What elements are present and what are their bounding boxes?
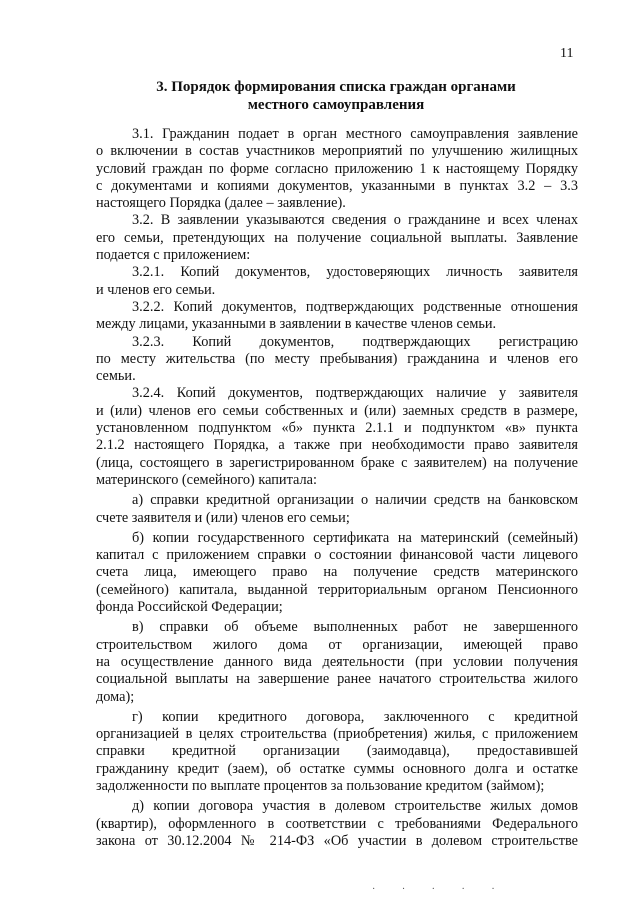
text-line: закона от 30.12.2004 № 214-ФЗ «Об участии в долевом строительстве bbox=[96, 832, 578, 849]
text-line: его семьи, претендующих на получение социальной выплаты. Заявление bbox=[96, 229, 578, 246]
text-line: а) справки кредитной организации о наличии средств на банковском bbox=[132, 492, 578, 509]
text-line: подается с приложением: bbox=[96, 247, 251, 264]
text-line: социальной выплаты на завершение ранее начатого строительства жилого bbox=[96, 671, 578, 688]
text-line: счете заявителя и (или) членов его семьи; bbox=[96, 509, 350, 526]
text-line: дома); bbox=[96, 688, 135, 705]
paragraph bbox=[96, 299, 578, 334]
paragraph bbox=[96, 798, 578, 850]
section-heading bbox=[96, 78, 576, 114]
text-line: б) копии государственного сертификата на материнский (семейный) bbox=[132, 529, 578, 546]
paragraph bbox=[96, 264, 578, 299]
text-line: о включении в состав участников мероприятий по улучшению жилищных bbox=[96, 143, 578, 160]
text-line: установленном подпунктом «б» пункта 2.1.1 и подпунктом «в» пункта bbox=[96, 420, 578, 437]
text-line: строительством жилого дома от организации, имеющей право bbox=[96, 636, 578, 653]
scan-artifact: · · · · · bbox=[372, 884, 507, 895]
text-line: организацией в целях строительства (приобретения) жилья, с приложением bbox=[96, 726, 578, 743]
text-line: 3.2. В заявлении указываются сведения о гражданине и всех членах bbox=[132, 212, 578, 229]
paragraph bbox=[96, 334, 578, 386]
text-line: с документами и копиями документов, указанными в пунктах 3.2 – 3.3 bbox=[96, 177, 578, 194]
text-line: по месту жительства (по месту пребывания) гражданина и членов его bbox=[96, 350, 578, 367]
text-line: д) копии договора участия в долевом строительстве жилых домов bbox=[132, 798, 578, 815]
text-line: (лица, состоящего в зарегистрированном браке с заявителем) на получение bbox=[96, 454, 578, 471]
text-line: справки кредитной организации (заимодавца), предоставившей bbox=[96, 743, 578, 760]
text-line: задолженности по выплате процентов за пользование кредитом (займом); bbox=[96, 777, 545, 794]
text-line: условий граждан по форме согласно приложению 1 к настоящему Порядку bbox=[96, 160, 578, 177]
text-line: материнского (семейного) капитала: bbox=[96, 471, 317, 488]
paragraph bbox=[96, 212, 578, 264]
text-line: (семейного) капитала, выданной территориальным органом Пенсионного bbox=[96, 581, 578, 598]
paragraph bbox=[96, 492, 578, 527]
section-heading-line: 3. Порядок формирования списка граждан органами bbox=[156, 79, 516, 95]
text-line: 3.2.2. Копий документов, подтверждающих родственные отношения bbox=[132, 298, 578, 315]
page-number: 11 bbox=[560, 46, 574, 61]
section-heading-line: местного самоуправления bbox=[247, 97, 425, 113]
text-line: 3.2.1. Копий документов, удостоверяющих личность заявителя bbox=[132, 264, 578, 281]
text-line: на осуществление данного вида деятельности (при условии получения bbox=[96, 653, 578, 670]
text-line: настоящего Порядка (далее – заявление). bbox=[96, 195, 346, 212]
text-line: фонда Российской Федерации; bbox=[96, 599, 283, 616]
text-line: между лицами, указанными в заявлении в качестве членов семьи. bbox=[96, 316, 497, 333]
text-line: семьи. bbox=[96, 368, 136, 385]
text-line: в) справки об объеме выполненных работ не завершенного bbox=[132, 619, 578, 636]
text-line: капитал с приложением справки о состоянии финансовой части лицевого bbox=[96, 547, 578, 564]
text-line: гражданину кредит (заем), об остатке суммы основного долга и остатке bbox=[96, 760, 578, 777]
paragraph bbox=[96, 385, 578, 489]
text-line: 3.2.4. Копий документов, подтверждающих наличие у заявителя bbox=[132, 385, 578, 402]
text-line: и членов его семьи. bbox=[96, 281, 216, 298]
paragraph bbox=[96, 619, 578, 705]
paragraph bbox=[96, 709, 578, 795]
text-line: и (или) членов его семьи собственных и (или) заемных средств в размере, bbox=[96, 402, 578, 419]
text-line: 2.1.2 настоящего Порядка, а также при необходимости право заявителя bbox=[96, 437, 578, 454]
document-body bbox=[96, 126, 578, 850]
paragraph bbox=[96, 126, 578, 212]
text-line: счета лица, имеющего право на получение средств материнского bbox=[96, 564, 578, 581]
text-line: 3.1. Гражданин подает в орган местного самоуправления заявление bbox=[132, 126, 578, 142]
text-line: г) копии кредитного договора, заключенного с кредитной bbox=[132, 708, 578, 725]
paragraph bbox=[96, 530, 578, 616]
text-line: (квартир), оформленного в соответствии с требованиями Федерального bbox=[96, 815, 578, 832]
text-line: 3.2.3. Копий документов, подтверждающих регистрацию bbox=[132, 333, 578, 350]
